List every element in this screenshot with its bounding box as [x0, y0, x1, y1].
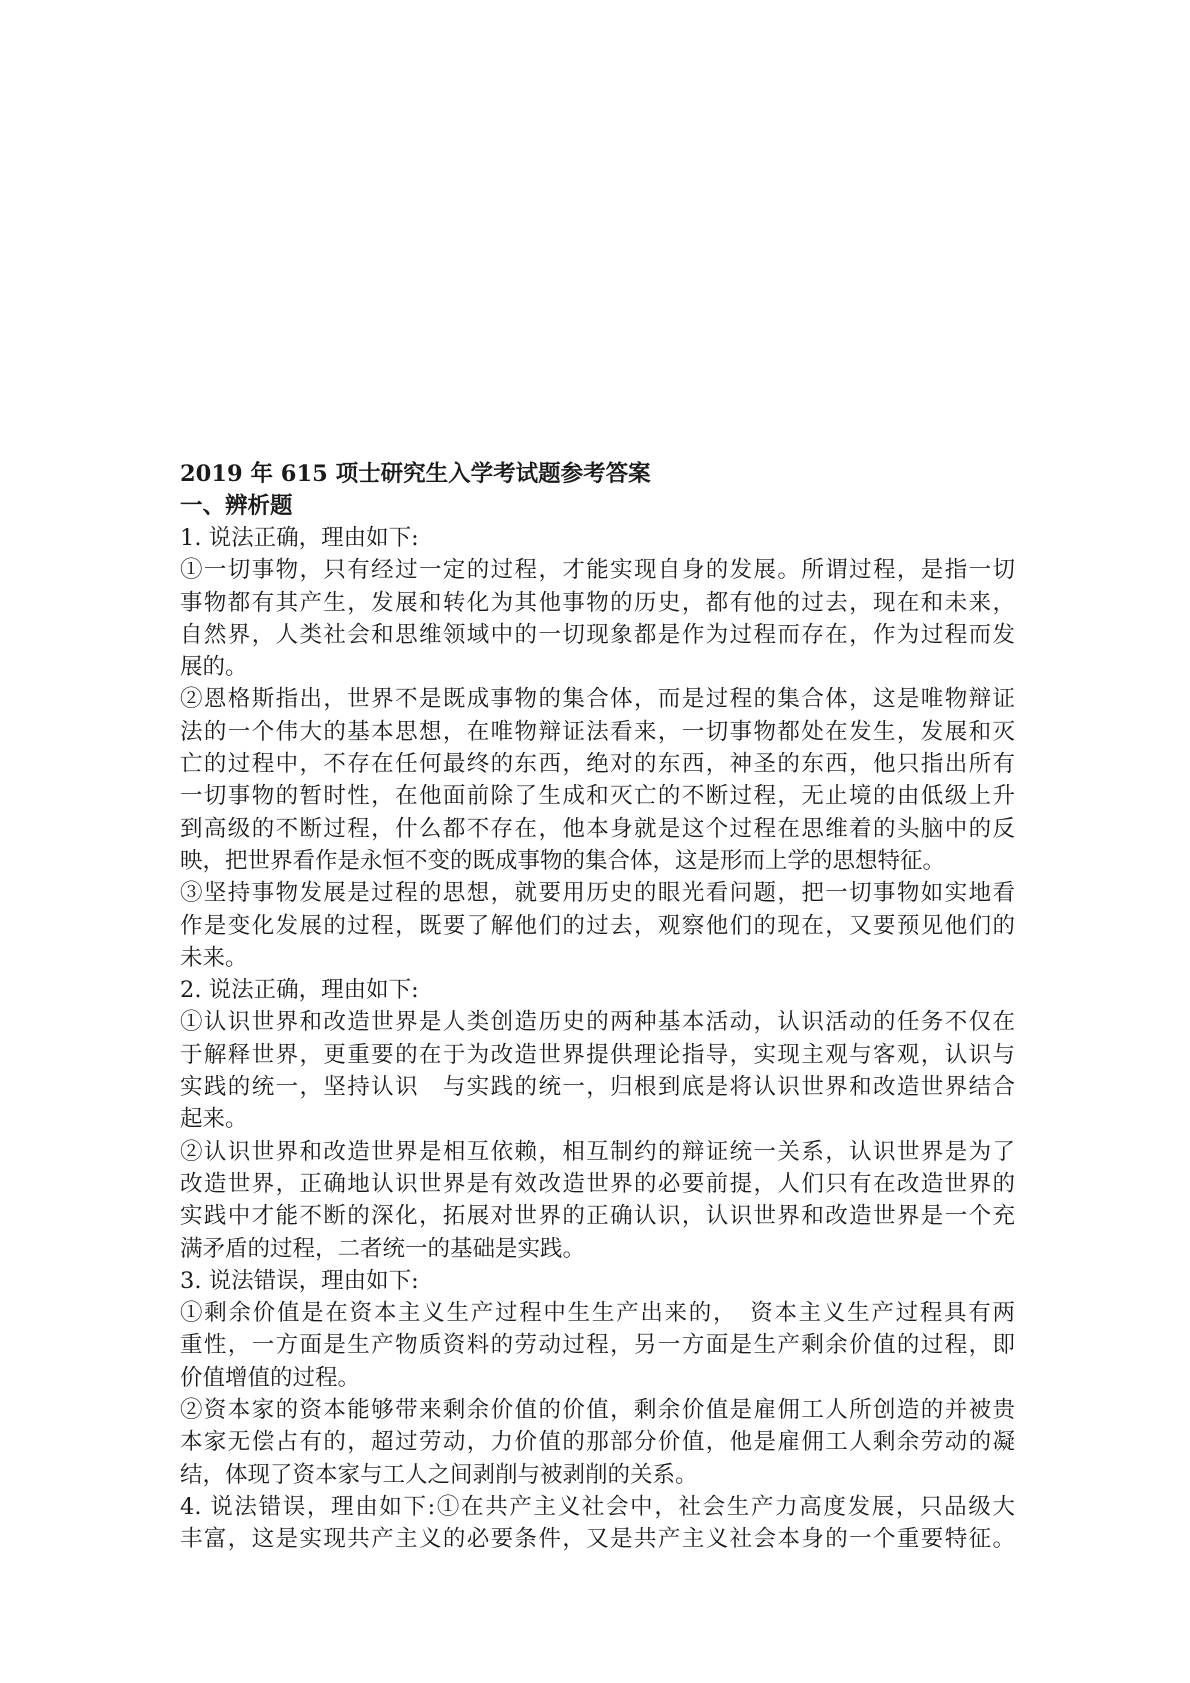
text-line: 到高级的不断过程，什么都不存在，他本身就是这个过程在思维着的头脑中的反 [180, 815, 1015, 842]
text-line: 本家无偿占有的，超过劳动，力价值的那部分价值，他是雇佣工人剩余劳动的凝 [180, 1429, 1015, 1456]
text-line: 价值增值的过程。 [180, 1364, 361, 1391]
text-line: ①认识世界和改造世界是人类创造历史的两种基本活动，认识活动的任务不仅在 [180, 1009, 1015, 1036]
text-line: 实践中才能不断的深化，拓展对世界的正确认识，认识世界和改造世界是一个充 [180, 1203, 1015, 1230]
text-line: 起来。 [180, 1106, 248, 1133]
text-line: 重性，一方面是生产物质资料的劳动过程，另一方面是生产剩余价值的过程，即 [180, 1332, 1015, 1359]
text-line: 2. 说法正确，理由如下: [180, 977, 419, 1004]
text-line: ②恩格斯指出，世界不是既成事物的集合体，而是过程的集合体，这是唯物辩证 [180, 686, 1015, 713]
text-line: ①一切事物，只有经过一定的过程，才能实现自身的发展。所谓过程，是指一切 [180, 557, 1015, 584]
text-line: ①剩余价值是在资本主义生产过程中生生产出来的， 资本主义生产过程具有两 [180, 1300, 1015, 1327]
text-line: 结，体现了资本家与工人之间剥削与被剥削的关系。 [180, 1461, 698, 1488]
text-line: 一切事物的暂时性，在他面前除了生成和灭亡的不断过程，无止境的由低级上升 [180, 783, 1015, 810]
document-body [180, 458, 1015, 1556]
text-line: 改造世界，正确地认识世界是有效改造世界的必要前提，人们只有在改造世界的 [180, 1170, 1015, 1197]
text-line: ②资本家的资本能够带来剩余价值的价值，剩余价值是雇佣工人所创造的并被贵 [180, 1397, 1015, 1424]
text-line: ②认识世界和改造世界是相互依赖，相互制约的辩证统一关系，认识世界是为了 [180, 1138, 1015, 1165]
text-line: 映，把世界看作是永恒不变的既成事物的集合体，这是形而上学的思想特征。 [180, 847, 946, 874]
section-heading: 一、辨析题 [180, 493, 293, 519]
text-line: 1. 说法正确，理由如下: [180, 525, 419, 551]
text-line: 自然界，人类社会和思维领域中的一切现象都是作为过程而存在，作为过程而发 [180, 621, 1015, 648]
text-line: 事物都有其产生，发展和转化为其他事物的历史，都有他的过去，现在和未来， [180, 589, 1015, 616]
text-line: 实践的统一，坚持认识 与实践的统一，归根到底是将认识世界和改造世界结合 [180, 1074, 1015, 1101]
text-line: 3. 说法错误，理由如下: [180, 1267, 419, 1294]
text-line: 未来。 [180, 944, 248, 971]
text-line: 于解释世界，更重要的在于为改造世界提供理论指导，实现主观与客观，认识与 [180, 1041, 1015, 1068]
text-line: 4. 说法错误，理由如下:①在共产主义社会中，社会生产力高度发展，只品级大 [180, 1493, 1015, 1520]
text-line: ③坚持事物发展是过程的思想，就要用历史的眼光看问题，把一切事物如实地看 [180, 880, 1015, 907]
text-line: 法的一个伟大的基本思想，在唯物辩证法看来，一切事物都处在发生，发展和灭 [180, 718, 1015, 745]
text-line: 展的。 [180, 654, 248, 681]
text-line: 作是变化发展的过程，既要了解他们的过去，观察他们的现在，又要预见他们的 [180, 912, 1015, 939]
answer-text [180, 522, 1015, 1556]
text-line: 满矛盾的过程，二者统一的基础是实践。 [180, 1235, 586, 1262]
text-line: 亡的过程中，不存在任何最终的东西，绝对的东西，神圣的东西，他只指出所有 [180, 751, 1015, 778]
text-line: 丰富，这是实现共产主义的必要条件，又是共产主义社会本身的一个重要特征。 [180, 1526, 1015, 1553]
document-title: 2019 年 615 项士研究生入学考试题参考答案 [180, 461, 651, 487]
